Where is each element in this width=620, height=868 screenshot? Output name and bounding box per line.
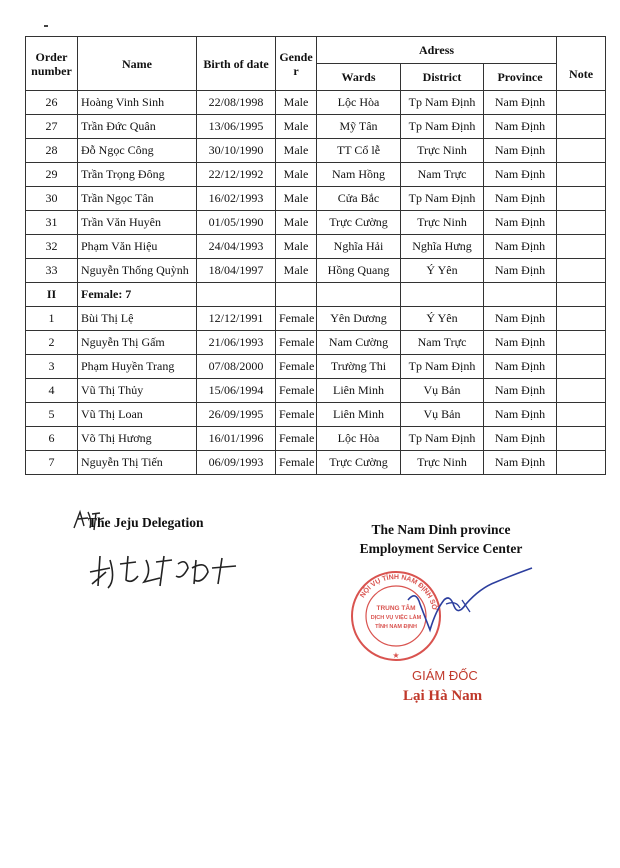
cell-order: 26 [26,91,78,115]
cell-note [557,235,606,259]
cell-district: Tp Nam Định [401,115,484,139]
cell-note [557,211,606,235]
nam-dinh-center-label [346,520,536,558]
cell-name: Hoàng Vinh Sinh [78,91,197,115]
cell-gender: Female [276,451,317,475]
male-rows [26,91,606,283]
cell-gender: Female [276,427,317,451]
cell-note [557,379,606,403]
cell-order: 30 [26,187,78,211]
col-name: Name [78,37,197,91]
cell-district: Ý Yên [401,259,484,283]
cell-birth: 22/08/1998 [197,91,276,115]
cell-name: Vũ Thị Loan [78,403,197,427]
cell-birth: 30/10/1990 [197,139,276,163]
cell-gender: Male [276,163,317,187]
cell-birth: 15/06/1994 [197,379,276,403]
cell-province: Nam Định [484,451,557,475]
cell-note [557,451,606,475]
cell-note [557,355,606,379]
col-birth: Birth of date [197,37,276,91]
table-row [26,427,606,451]
cell-name: Trần Ngọc Tân [78,187,197,211]
scan-mark [44,25,48,27]
table-row [26,139,606,163]
cell-district: Nam Trực [401,163,484,187]
cell-province: Nam Định [484,355,557,379]
table-row [26,163,606,187]
cell-province: Nam Định [484,91,557,115]
table-row [26,211,606,235]
female-section [26,283,606,307]
cell-birth: 13/06/1995 [197,115,276,139]
cell-province: Nam Định [484,379,557,403]
cell-name: Nguyễn Thị Gấm [78,331,197,355]
cell-gender: Female [276,403,317,427]
delegation-roster-table [25,36,606,475]
cell-name: Võ Thị Hương [78,427,197,451]
cell-ward: Lộc Hòa [317,91,401,115]
section-roman: II [26,283,78,307]
cell-name: Đỗ Ngọc Công [78,139,197,163]
right-org-line2: Employment Service Center [359,541,523,556]
stamp-line2: DỊCH VỤ VIỆC LÀM [370,615,422,621]
cell-order: 28 [26,139,78,163]
cell-gender: Female [276,355,317,379]
cell-ward: Mỹ Tân [317,115,401,139]
cell-gender: Male [276,115,317,139]
cell-order: 32 [26,235,78,259]
table-row [26,403,606,427]
section-row-female [26,283,606,307]
cell-ward: TT Cổ lễ [317,139,401,163]
cell-district: Vụ Bản [401,379,484,403]
cell-note [557,403,606,427]
section-label: Female: 7 [78,283,197,307]
cell-province: Nam Định [484,115,557,139]
cell-gender: Female [276,379,317,403]
stamp-ring-text: NỘI VỤ TỈNH NAM ĐỊNH SỞ [359,573,438,612]
cell-district: Ý Yên [401,307,484,331]
cell-ward: Liên Minh [317,379,401,403]
cell-gender: Female [276,331,317,355]
col-district: District [401,64,484,91]
stamp-line1: TRUNG TÂM [376,605,416,612]
cell-note [557,259,606,283]
cell-gender: Male [276,235,317,259]
cell-district: Tp Nam Định [401,355,484,379]
col-order-number: Order number [26,37,78,91]
cell-birth: 18/04/1997 [197,259,276,283]
table-row [26,451,606,475]
cell-gender: Male [276,139,317,163]
director-title: GIÁM ĐỐC [412,668,478,683]
cell-birth: 07/08/2000 [197,355,276,379]
cell-order: 33 [26,259,78,283]
cell-province: Nam Định [484,259,557,283]
table-row [26,379,606,403]
cell-order: 2 [26,331,78,355]
cell-ward: Liên Minh [317,403,401,427]
cell-ward: Trường Thi [317,355,401,379]
cell-province: Nam Định [484,163,557,187]
cell-note [557,139,606,163]
cell-birth: 26/09/1995 [197,403,276,427]
cell-gender: Male [276,211,317,235]
cell-order: 31 [26,211,78,235]
cell-ward: Trực Cường [317,451,401,475]
cell-province: Nam Định [484,211,557,235]
cell-district: Tp Nam Định [401,187,484,211]
cell-name: Vũ Thị Thủy [78,379,197,403]
cell-province: Nam Định [484,187,557,211]
cell-order: 3 [26,355,78,379]
cell-name: Bùi Thị Lệ [78,307,197,331]
cell-birth: 21/06/1993 [197,331,276,355]
director-name: Lại Hà Nam [403,688,483,704]
cell-name: Phạm Huyền Trang [78,355,197,379]
table-row [26,91,606,115]
table-row [26,331,606,355]
col-address: Adress [317,37,557,64]
header-row-top [26,37,606,64]
cell-province: Nam Định [484,139,557,163]
cell-district: Nghĩa Hưng [401,235,484,259]
female-rows [26,307,606,475]
right-org-line1: The Nam Dinh province [371,522,511,537]
cell-district: Tp Nam Định [401,427,484,451]
cell-name: Trần Trọng Đông [78,163,197,187]
cell-order: 1 [26,307,78,331]
cell-name: Phạm Văn Hiệu [78,235,197,259]
cell-note [557,427,606,451]
cell-province: Nam Định [484,427,557,451]
cell-name: Trần Đức Quân [78,115,197,139]
table-row [26,307,606,331]
cell-ward: Yên Dương [317,307,401,331]
cell-order: 29 [26,163,78,187]
cell-gender: Male [276,91,317,115]
table-row [26,259,606,283]
cell-province: Nam Định [484,235,557,259]
cell-order: 27 [26,115,78,139]
cell-gender: Male [276,259,317,283]
cell-birth: 22/12/1992 [197,163,276,187]
cell-province: Nam Định [484,403,557,427]
col-wards: Wards [317,64,401,91]
cell-birth: 01/05/1990 [197,211,276,235]
cell-district: Trực Ninh [401,451,484,475]
cell-district: Trực Ninh [401,139,484,163]
cell-note [557,163,606,187]
cell-province: Nam Định [484,307,557,331]
table-row [26,115,606,139]
cell-note [557,187,606,211]
cell-order: 5 [26,403,78,427]
cell-order: 6 [26,427,78,451]
cell-birth: 24/04/1993 [197,235,276,259]
col-gender: Gender [276,37,317,91]
cell-ward: Lộc Hòa [317,427,401,451]
col-note: Note [557,37,606,91]
cell-order: 7 [26,451,78,475]
stamp-line3: TỈNH NAM ĐỊNH [375,624,417,630]
cell-birth: 12/12/1991 [197,307,276,331]
cell-ward: Cửa Bắc [317,187,401,211]
cell-birth: 16/01/1996 [197,427,276,451]
cell-name: Nguyễn Thị Tiến [78,451,197,475]
cell-ward: Nghĩa Hải [317,235,401,259]
cell-ward: Trực Cường [317,211,401,235]
cell-gender: Female [276,307,317,331]
cell-ward: Nam Cường [317,331,401,355]
jeju-signature [86,550,246,592]
director-signature [400,560,540,640]
cell-district: Nam Trực [401,331,484,355]
cell-birth: 16/02/1993 [197,187,276,211]
jeju-delegation-label: The Jeju Delegation [88,515,204,530]
cell-note [557,115,606,139]
cell-name: Nguyễn Thống Quỳnh [78,259,197,283]
table-row [26,355,606,379]
col-province: Province [484,64,557,91]
cell-district: Vụ Bản [401,403,484,427]
table-row [26,235,606,259]
cell-note [557,331,606,355]
stamp-star: ★ [392,651,400,660]
cell-ward: Nam Hồng [317,163,401,187]
cell-name: Trần Văn Huyên [78,211,197,235]
cell-gender: Male [276,187,317,211]
cell-birth: 06/09/1993 [197,451,276,475]
cell-district: Trực Ninh [401,211,484,235]
cell-order: 4 [26,379,78,403]
cell-note [557,307,606,331]
table-row [26,187,606,211]
cell-note [557,91,606,115]
cell-province: Nam Định [484,331,557,355]
cell-ward: Hồng Quang [317,259,401,283]
cell-district: Tp Nam Định [401,91,484,115]
